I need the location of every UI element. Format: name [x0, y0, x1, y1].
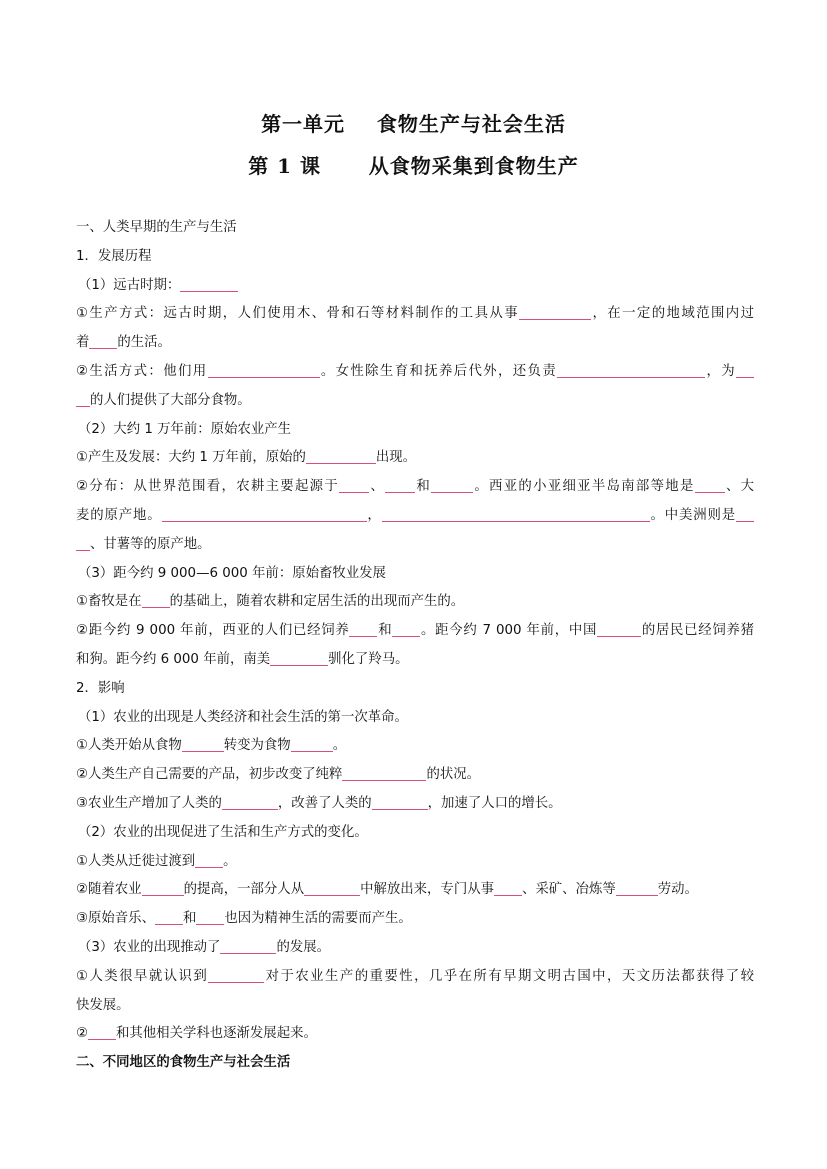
text-line: ①产生及发展：大约 1 万年前，原始的 出现。 [76, 444, 754, 473]
fill-blank[interactable] [142, 590, 170, 608]
text-line: ②人类生产自己需要的产品，初步改变了纯粹 的状况。 [76, 761, 754, 790]
fill-blank[interactable] [306, 446, 376, 464]
fill-blank[interactable] [494, 878, 522, 896]
fill-blank[interactable] [349, 619, 377, 637]
text-line: （1）农业的出现是人类经济和社会生活的第一次革命。 [78, 709, 408, 725]
fill-blank[interactable] [208, 965, 264, 983]
fill-blank[interactable] [162, 504, 367, 522]
text-line: （3）距今约 9 000—6 000 年前：原始畜牧业发展 [78, 565, 386, 581]
fill-blank[interactable] [695, 475, 725, 493]
unit-title: 第一单元 食物生产与社会生活 [261, 112, 566, 136]
fill-blank[interactable] [304, 878, 360, 896]
fill-blank[interactable] [182, 734, 224, 752]
text-line: ①人类开始从食物 转变为食物 。 [76, 732, 754, 761]
fill-blank[interactable] [76, 389, 90, 407]
fill-blank[interactable] [736, 504, 754, 522]
fill-blank[interactable] [270, 648, 328, 666]
fill-blank[interactable] [222, 792, 278, 810]
fill-blank[interactable] [519, 302, 591, 320]
fill-blank[interactable] [372, 792, 428, 810]
section-heading: 一、人类早期的生产与生活 [76, 220, 237, 235]
text-line: 的人们提供了大部分食物。 [76, 387, 754, 416]
text-line: （2）大约 1 万年前：原始农业产生 [78, 421, 292, 437]
fill-blank[interactable] [392, 619, 420, 637]
text-line: ①畜牧是在 的基础上，随着农耕和定居生活的出现而产生的。 [76, 588, 754, 617]
fill-blank[interactable] [208, 360, 320, 378]
lesson-title: 第 1 课 从食物采集到食物生产 [248, 154, 579, 178]
text-line: 快发展。 [76, 997, 130, 1013]
subheading: 1．发展历程 [76, 248, 152, 264]
text-line: ②分布：从世界范围看，农耕主要起源于 、 和 。西亚的小亚细亚半岛南部等地是 、大 [76, 473, 754, 502]
text-line: ③农业生产增加了人类的 ，改善了人类的 ，加速了人口的增长。 [76, 790, 754, 819]
text-line: 、甘薯等的原产地。 [76, 531, 754, 560]
section-heading: 二、不同地区的食物生产与社会生活 [76, 1055, 291, 1071]
text-line: ②距今约 9 000 年前，西亚的人们已经饲养 和 。距今约 7 000 年前，中国 的居民已经饲养猪 [76, 617, 754, 646]
fill-blank[interactable] [155, 907, 183, 925]
text-line: ①生产方式：远古时期，人们使用木、骨和石等材料制作的工具从事 ，在一定的地域范围内过 [76, 300, 754, 329]
fill-blank[interactable] [342, 763, 426, 781]
fill-blank[interactable] [382, 504, 650, 522]
text-line: ②生活方式：他们用 。女性除生育和抚养后代外，还负责 ，为 [76, 358, 754, 387]
document-body [76, 214, 754, 1078]
subheading: 2．影响 [76, 680, 125, 696]
fill-blank[interactable] [616, 878, 658, 896]
fill-blank[interactable] [291, 734, 333, 752]
text-line: ③原始音乐、 和 也因为精神生活的需要而产生。 [76, 905, 754, 934]
fill-blank[interactable] [196, 907, 224, 925]
text-line: （3）农业的出现推动了 的发展。 [76, 934, 754, 963]
fill-blank[interactable] [557, 360, 705, 378]
fill-blank[interactable] [385, 475, 415, 493]
text-line: （2）农业的出现促进了生活和生产方式的变化。 [78, 824, 368, 840]
fill-blank[interactable] [89, 331, 117, 349]
text-line: ①人类从迁徙过渡到 。 [76, 848, 754, 877]
text-line: （1）远古时期： [76, 272, 754, 301]
text-line: ②随着农业 的提高，一部分人从 中解放出来，专门从事 、采矿、冶炼等 劳动。 [76, 876, 754, 905]
fill-blank[interactable] [76, 533, 90, 551]
text-line: ② 和其他相关学科也逐渐发展起来。 [76, 1020, 754, 1049]
fill-blank[interactable] [736, 360, 754, 378]
text-line: 麦的原产地。 ， 。中美洲则是 [76, 502, 754, 531]
fill-blank[interactable] [88, 1022, 116, 1040]
fill-blank[interactable] [220, 936, 276, 954]
fill-blank[interactable] [142, 878, 184, 896]
text-line: 着 的生活。 [76, 329, 754, 358]
fill-blank[interactable] [195, 850, 223, 868]
fill-blank[interactable] [431, 475, 473, 493]
fill-blank[interactable] [180, 274, 238, 292]
text-line: 和狗。距今约 6 000 年前，南美 驯化了羚马。 [76, 646, 754, 675]
text-line: ①人类很早就认识到 对于农业生产的重要性，几乎在所有早期文明古国中，天文历法都获得了较 [76, 963, 754, 992]
fill-blank[interactable] [339, 475, 369, 493]
fill-blank[interactable] [597, 619, 641, 637]
